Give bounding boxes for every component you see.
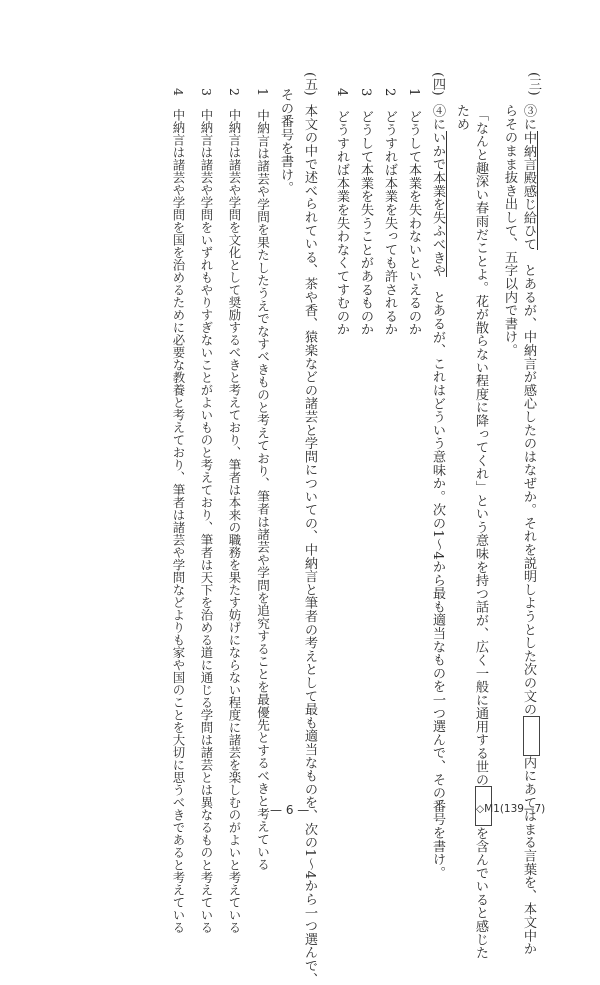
q3-line-2: らそのまま抜き出して、五字以内で書け。 [502,104,517,357]
q4-number: (四) [430,72,445,96]
q3-quote: 中納言殿感じ給ひて [521,130,536,251]
q3-number: (三) [526,72,541,96]
q5-option-3: 3 中納言は諸芸や学問をいずれもやりすぎないことがよいものと考えており、筆者は天下を治める道に通じる学問は諸芸とは異なるものと考えている [199,88,214,934]
q5-option-2: 2 中納言は諸芸や学問を文化として奨励するべきと考えており、筆者は本来の職務を果たす妨げにならない程度に諸芸を楽しむのがよいと考えている [227,88,242,934]
q3-line-1: ③に中納言殿感じ給ひて とあるが、中納言が感心したのはなぜか。それを説明しようとした次の文の内にあてはまる言葉を、本文中か [522,104,540,955]
exam-code: ◇M1(139—7) [476,803,546,815]
page-number: — 6 — [270,803,310,817]
answer-box [523,716,540,756]
q4-option-3: 3 どうして本業を失うことがあるものか [358,88,373,336]
q5-question-1: 本文の中で述べられている、茶や香、猿楽などの諸芸と学問についての、中納言と筆者の考えとして最も適当なものを、次の1〜4から一つ選んで、 [302,104,317,985]
q3-line-3: 「なんと趣深い春雨だことよ。花が散らない程度に降ってくれ」という意味を持つ話が、広く一般に通用する世のを含んでいると感じた [474,108,492,959]
q5-number: (五) [302,72,317,96]
q3-ref: ③に [521,104,536,131]
q4-quote: いかで本業を失ふべきや [430,130,445,277]
q4-question: ④にいかで本業を失ふべきや とあるが、これはどういう意味か。次の1〜4から最も適当なものを一つ選んで、その番号を書け。 [430,104,445,880]
q4-option-2: 2 どうすれば本業を失っても許されるか [382,88,397,336]
q5-option-4: 4 中納言は諸芸や学問を国を治めるために必要な教養と考えており、筆者は諸芸や学問などよりも家や国のことを大切に思うべきであると考えている [171,88,186,934]
q3-line-4: ため [454,104,469,131]
q4-option-4: 4 どうすれば本業を失わなくてすむのか [334,88,349,336]
q5-option-1: 1 中納言は諸芸や学問を果たしたうえでなすべきものと考えており、筆者は諸芸や学問を追究することを最優先とするべきと考えている [255,88,270,871]
q4-option-1: 1 どうして本業を失わないといえるのか [406,88,421,336]
q5-question-2: その番号を書け。 [278,88,293,195]
